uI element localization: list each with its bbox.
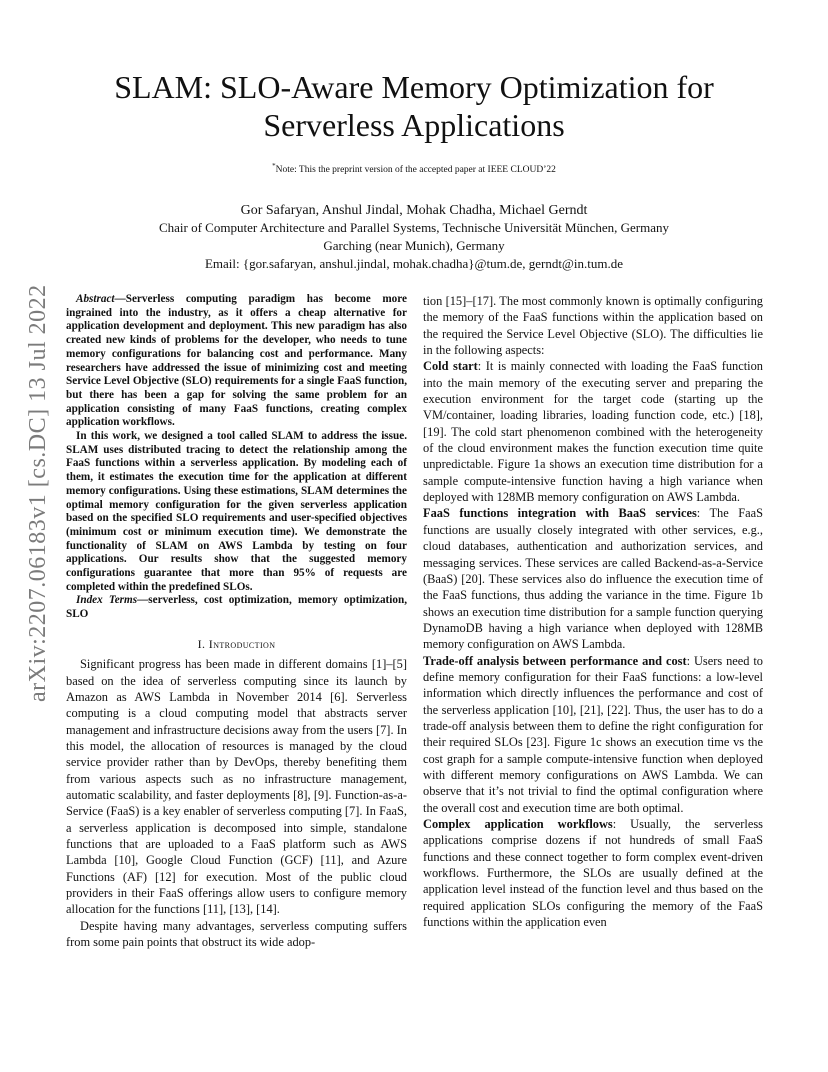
complex-workflows-paragraph (423, 816, 763, 930)
index-terms-lead: Index Terms (76, 594, 138, 607)
title-line-1: SLAM: SLO-Aware Memory Optimization for (114, 69, 714, 105)
right-column (423, 293, 763, 930)
affiliation-line-1: Chair of Computer Architecture and Parallel Systems, Technische Universität München, Germany (158, 220, 670, 235)
preprint-note (100, 162, 728, 175)
baas-paragraph (423, 505, 763, 652)
title-line-2: Serverless Applications (263, 107, 565, 143)
intro-continuation: tion [15]–[17]. The most commonly known is optimally configuring the memory of the FaaS functions within the application based on the required the Service Level Objective (SLO). The difficulties lie in the following aspects: (423, 294, 763, 358)
complex-workflows-heading: Complex application workflows (423, 817, 613, 831)
trade-off-heading: Trade-off analysis between performance and cost (423, 653, 687, 668)
left-column (66, 293, 407, 950)
index-terms (66, 594, 407, 621)
abstract-paragraph-2 (66, 430, 407, 594)
note-mark: * (272, 162, 276, 170)
abstract-lead: Abstract (76, 293, 115, 305)
complex-workflows-text: : Usually, the serverless applications comprise dozens if not hundreds of small FaaS functions and these connect together to form complex event-driven workflows. Furthermore, the SLOs are usually defined at the application level instead of the function level and thus based on the required application SLOs configuring the memory of the FaaS functions within the application even (423, 817, 763, 930)
abstract-paragraph-1 (66, 293, 407, 430)
trade-off-text: : Users need to define memory configuration for their FaaS functions: a low-level information which directly influences the performance and cost of the serverless application [10], [21], [22]. Thus, the user has to do a trade-off analysis between them to define the right configuration for their required SLOs [23]. Figure 1c shows an execution time vs the cost graph for a sample compute-intensive function when deployed with different memory configurations on AWS Lambda. We can observe that it’s not trivial to find the optimal configuration where the overall cost and execution time are both optimal. (423, 653, 763, 815)
intro-paragraph-1: Significant progress has been made in different domains [1]–[5] based on the idea of serverless computing since its launch by Amazon as AWS Lambda in November 2014 [6]. Serverless computing is a cloud computing model that abstracts server management and infrastructure decisions away from the users [7]. In this model, the allocation of resources is managed by the cloud service provider rather than by DevOps, thereby benefiting them from various aspects such as no infrastructure management, automatic scalability, and faster deployments [8], [9]. Function-as-a-Service (FaaS) is a key enabler of serverless computing [7]. In FaaS, a serverless application is decomposed into simple, standalone functions that are uploaded to a FaaS platform such as AWS Lambda [10], Google Cloud Function (GCF) [11], and Azure Functions (AF) [12] for execution. Most of the public cloud providers in their FaaS offerings allow users to configure memory allocation for the functions [11], [13], [14]. (66, 657, 407, 917)
cold-start-heading: Cold start (423, 359, 478, 374)
cold-start-text: : It is mainly connected with loading the FaaS function into the main memory of the executing server and preparing the execution environment for the target code (starting up the VM/container, loading libraries, loading function code, etc.) [18], [19]. The cold start phenomenon combined with the heterogeneity of the cloud environment makes the function execution time quite unpredictable. Figure 1a shows an execution time distribution for a sample compute-intensive function having a high variance when deployed with 128MB memory configuration on AWS Lambda. (423, 359, 763, 505)
abstract-text-2: In this work, we designed a tool called SLAM to address the issue. SLAM uses distributed tracing to detect the relationship among the FaaS functions within a serverless application. By modeling each of them, it estimates the execution time for the application at different memory configurations. Using these estimations, SLAM determines the optimal memory configuration for the given serverless application based on the specified SLO requirements and user-specified objectives (minimum cost or minimum execution time). We demonstrate the functionality of SLAM on AWS Lambda by testing on four applications. Our results show that the suggested memory configurations guarantee that more than 95% of requests are completed within the predefined SLOs. (66, 430, 407, 593)
section-heading-introduction: I. Introduction (197, 636, 276, 651)
affiliation-line-2: Garching (near Munich), Germany (323, 238, 505, 253)
index-terms-text: —serverless, cost optimization, memory optimization, SLO (66, 594, 407, 621)
intro-paragraph-2: Despite having many advantages, serverless computing suffers from some pain points that obstruct its wide adop- (66, 918, 407, 950)
abstract-text-1: —Serverless computing paradigm has become more ingrained into the industry, as it offers a cheap alternative for application development and deployment. This new paradigm has also created new kinds of problems for the developer, who needs to tune memory configurations for balancing cost and performance. Many researchers have addressed the issue of minimizing cost and meeting Service Level Objective (SLO) requirements for a single FaaS function, but there has been a gap for solving the same problem for an application consisting of many FaaS functions, creating complex application workflows. (66, 293, 407, 429)
paper-title (60, 68, 768, 144)
cold-start-paragraph (423, 358, 763, 505)
note-text: Note: This the preprint version of the accepted paper at IEEE CLOUD’22 (275, 165, 556, 176)
email-line: Email: {gor.safaryan, anshul.jindal, mohak.chadha}@tum.de, gerndt@in.tum.de (204, 256, 624, 271)
abstract (66, 293, 407, 622)
author-list: Gor Safaryan, Anshul Jindal, Mohak Chadha, Michael Gerndt (240, 203, 588, 218)
baas-heading: FaaS functions integration with BaaS services (423, 506, 697, 521)
baas-text: : The FaaS functions are usually closely integrated with other services, e.g., cloud databases, authentication and authorization services, and messaging services. These services are called Backend-as-a-Service (BaaS) [20]. These services also do influence the execution time of the FaaS functions, thus adding the variance in the time. Figure 1b shows an execution time distribution for a sample function querying DynamoDB having a high variance when deployed with 128MB memory configuration on AWS Lambda. (423, 506, 763, 652)
arxiv-stamp (20, 284, 51, 702)
affiliation-block (60, 219, 768, 273)
trade-off-paragraph (423, 653, 763, 816)
arxiv-stamp-text: arXiv:2207.06183v1 [cs.DC] 13 Jul 2022 (25, 284, 51, 702)
